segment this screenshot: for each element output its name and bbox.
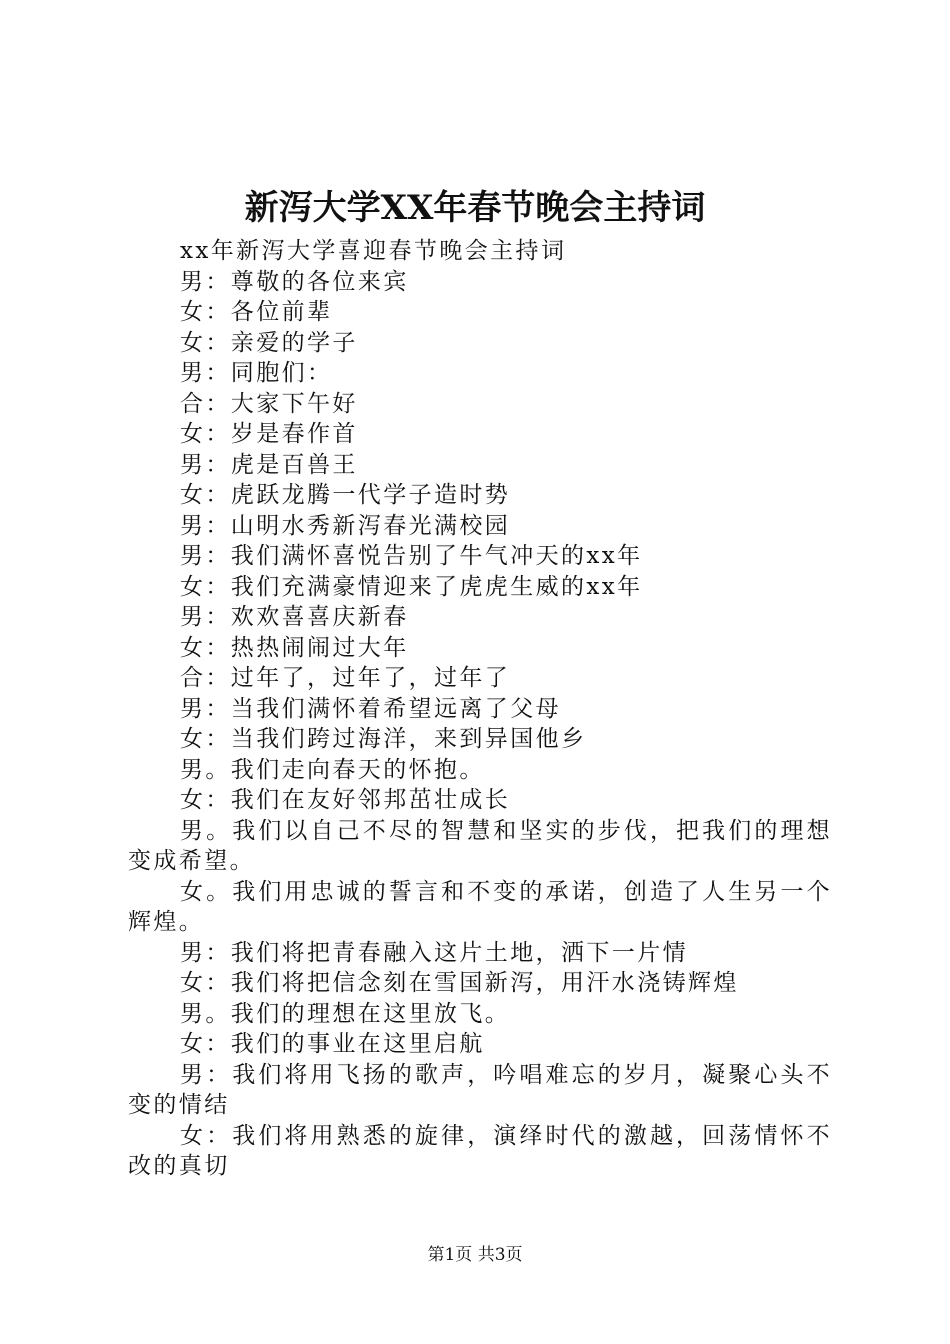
paragraph: xx年新泻大学喜迎春节晚会主持词 xyxy=(180,238,567,264)
paragraph: 男：我们将用飞扬的歌声，吟唱难忘的岁月，凝聚心头不变的情结 xyxy=(128,1061,832,1118)
paragraph: 女：当我们跨过海洋，来到异国他乡 xyxy=(180,726,587,752)
paragraph: 女：我们充满豪情迎来了虎虎生威的xx年 xyxy=(180,573,643,600)
paragraph: 女：热热闹闹过大年 xyxy=(180,634,409,661)
paragraph: 男。我们的理想在这里放飞。 xyxy=(180,1000,511,1027)
paragraph: 男：尊敬的各位来宾 xyxy=(180,268,409,295)
document-body xyxy=(128,236,832,1182)
paragraph: 男。我们走向春天的怀抱。 xyxy=(180,756,485,783)
paragraph: 女：我们将把信念刻在雪国新泻，用汗水浇铸辉煌 xyxy=(180,970,739,996)
paragraph: 合：大家下午好 xyxy=(180,390,358,417)
paragraph: 男：山明水秀新泻春光满校园 xyxy=(180,512,511,539)
paragraph: 女：亲爱的学子 xyxy=(180,329,358,356)
page-number-footer: 第1页 共3页 xyxy=(427,1245,523,1265)
paragraph: 男：欢欢喜喜庆新春 xyxy=(180,604,409,630)
paragraph: 女：我们将用熟悉的旋律，演绎时代的激越，回荡情怀不改的真切 xyxy=(128,1122,832,1179)
paragraph: 女：岁是春作首 xyxy=(180,421,358,447)
paragraph: 合：过年了，过年了，过年了 xyxy=(180,665,511,691)
paragraph: 男：当我们满怀着希望远离了父母 xyxy=(180,695,561,722)
paragraph: 男：我们满怀喜悦告别了牛气冲天的xx年 xyxy=(180,543,643,569)
paragraph: 男：同胞们： xyxy=(180,360,333,386)
paragraph: 女：我们在友好邻邦茁壮成长 xyxy=(180,787,511,813)
paragraph: 男：我们将把青春融入这片土地，洒下一片情 xyxy=(180,939,688,966)
paragraph: 女：各位前辈 xyxy=(180,299,333,325)
paragraph: 男：虎是百兽王 xyxy=(180,451,358,478)
paragraph: 女：我们的事业在这里启航 xyxy=(180,1031,485,1057)
paragraph: 男。我们以自己不尽的智慧和坚实的步伐，把我们的理想变成希望。 xyxy=(128,817,832,874)
paragraph: 女。我们用忠诚的誓言和不变的承诺，创造了人生另一个辉煌。 xyxy=(128,878,832,935)
paragraph: 女：虎跃龙腾一代学子造时势 xyxy=(180,482,511,508)
document-title: 新泻大学XX年春节晚会主持词 xyxy=(244,188,706,228)
